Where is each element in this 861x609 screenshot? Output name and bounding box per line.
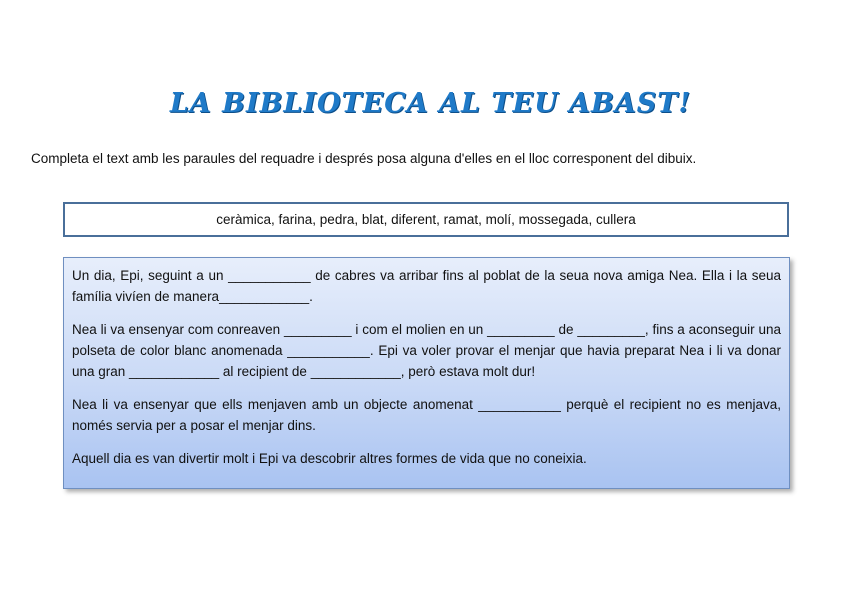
- story-paragraph-1: Un dia, Epi, seguint a un ___________ de cabres va arribar fins al poblat de la seua nova amiga Nea. Ella i la seua família vivíen de manera____________.: [72, 268, 781, 304]
- word-bank-text: ceràmica, farina, pedra, blat, diferent, ramat, molí, mossegada, cullera: [216, 212, 636, 227]
- page-title: LA BIBLIOTECA AL TEU ABAST!: [169, 88, 692, 119]
- story-paragraph-3: Nea li va ensenyar que ells menjaven amb un objecte anomenat ___________ perquè el recipient no es menjava, només servia per a posar el menjar dins.: [72, 397, 781, 433]
- story-paragraph-4: Aquell dia es van divertir molt i Epi va descobrir altres formes de vida que no coneixia.: [72, 451, 587, 466]
- instruction-text: Completa el text amb les paraules del requadre i després posa alguna d'elles en el lloc corresponent del dibuix.: [31, 151, 697, 166]
- word-bank-box: [63, 202, 789, 237]
- story-box: [63, 257, 790, 489]
- story-paragraph-2: Nea li va ensenyar com conreaven _________ i com el molien en un _________ de _________, fins a aconseguir una polseta de color blanc anomenada ___________. Epi va voler provar el menjar que havia preparat Nea i li va donar una gran ____________ al recipient de ____________, però estava molt dur!: [72, 322, 781, 379]
